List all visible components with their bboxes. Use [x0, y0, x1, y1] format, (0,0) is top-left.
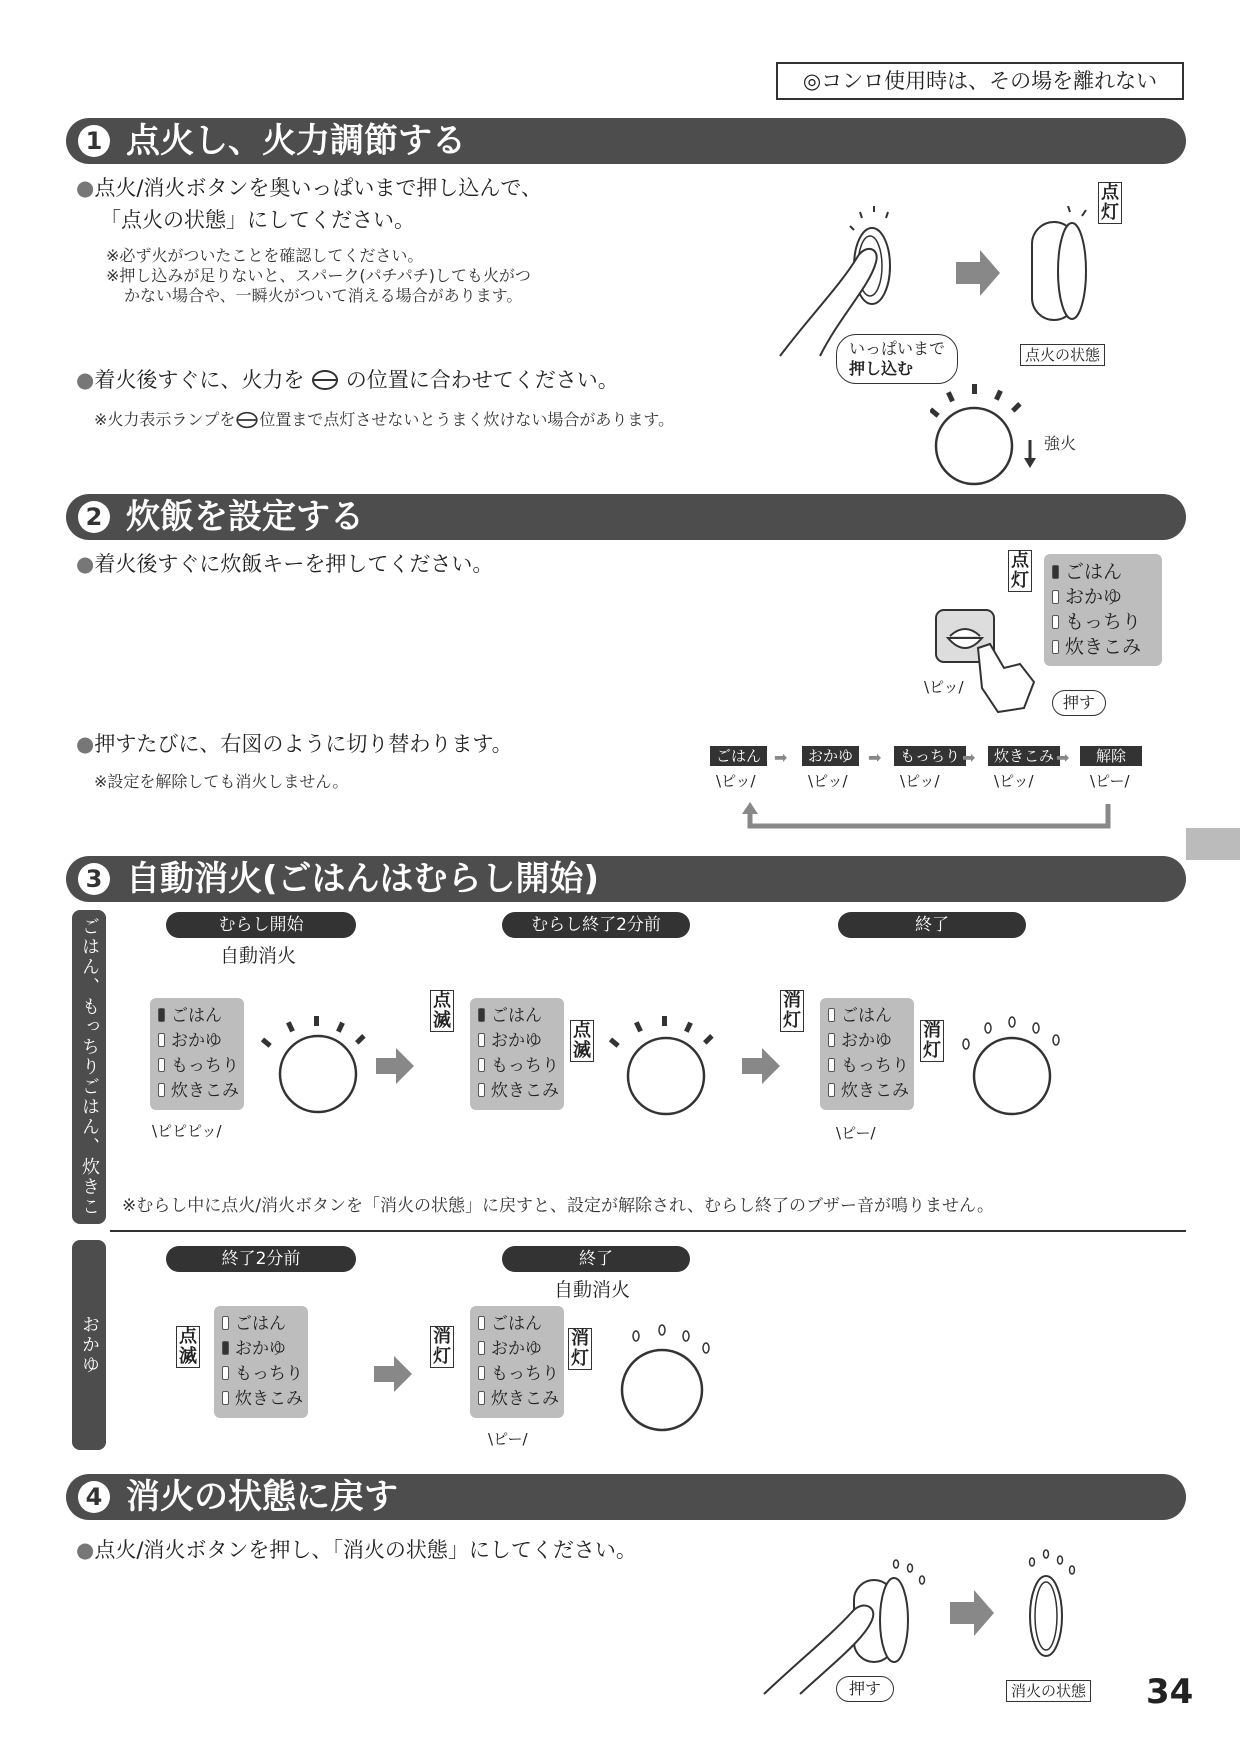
menu-row: ごはん: [1052, 560, 1154, 585]
flame-level-icon: [235, 411, 259, 429]
section-number: 2: [78, 501, 110, 533]
off-tag: 消灯: [568, 1328, 592, 1370]
section-number: 4: [78, 1481, 110, 1513]
flame-dial-illustration: [952, 1010, 1078, 1120]
notice-box: ◎コンロ使用時は、その場を離れない: [776, 62, 1184, 100]
off-tag: 消灯: [430, 1326, 454, 1368]
menu-panel: [820, 998, 914, 1110]
s1-note2: ※火力表示ランプを 位置まで点灯させないとうまく炊けない場合があります。: [94, 410, 675, 429]
menu-panel: [470, 998, 564, 1110]
cycle-step: 炊きこみ \ピッ/: [988, 746, 1060, 791]
menu-panel: [150, 998, 244, 1110]
beep-text: \ピッ/: [924, 678, 964, 696]
menu-row: もっちり: [828, 1054, 906, 1079]
menu-row: 炊きこみ: [828, 1079, 906, 1104]
s1-note1c: かない場合や、一瞬火がついて消える場合があります。: [124, 286, 523, 305]
knob-off-illustration: [1016, 1540, 1096, 1660]
stage-sub: 自動消火: [220, 945, 297, 967]
cycle-step: ごはん \ピッ/: [710, 746, 767, 791]
s1-text1b: 「点火の状態」にしてください。: [100, 208, 415, 232]
menu-row: ごはん: [222, 1312, 300, 1337]
s2-text2: ●押すたびに、右図のように切り替わります。: [76, 732, 513, 756]
cycle-diagram: [710, 746, 1150, 836]
menu-row: 炊きこみ: [1052, 635, 1154, 660]
section-title: 自動消火(ごはんはむらし開始): [126, 859, 600, 899]
cycle-step: おかゆ \ピッ/: [802, 746, 859, 791]
arrow-icon: ➡: [868, 748, 882, 767]
off-tag: 消灯: [920, 1020, 944, 1062]
stage-pill: 終了: [838, 912, 1026, 938]
s1-text1: ●点火/消火ボタンを奥いっぱいまで押し込んで、: [76, 176, 542, 200]
menu-row: もっちり: [1052, 610, 1154, 635]
menu-row: ごはん: [478, 1004, 556, 1029]
menu-row: おかゆ: [478, 1337, 556, 1362]
arrow-right-icon: [376, 1046, 416, 1086]
beep-text: \ピー/: [488, 1430, 528, 1448]
section-1-header: [66, 118, 1186, 164]
arrow-icon: ➡: [962, 748, 976, 767]
s1-note1a: ※必ず火がついたことを確認してください。: [106, 246, 424, 265]
menu-row: もっちり: [478, 1054, 556, 1079]
s2-text1: ●着火後すぐに炊飯キーを押してください。: [76, 552, 494, 576]
beep-text: \ピピピッ/: [152, 1122, 222, 1140]
section-4-header: [66, 1474, 1186, 1520]
flame-dial-illustration: [258, 1010, 384, 1120]
divider: [110, 1230, 1186, 1232]
ignition-state-label: 点火の状態: [1020, 344, 1105, 366]
section-number: 1: [78, 125, 110, 157]
lit-tag: 点灯: [1008, 550, 1032, 592]
arrow-right-icon: [742, 1046, 782, 1086]
section-title: 消火の状態に戻す: [126, 1477, 398, 1517]
menu-row: おかゆ: [1052, 585, 1154, 610]
push-in-bubble: いっぱいまで 押し込む: [836, 334, 958, 384]
section-3-header: [66, 856, 1186, 902]
stage-pill: 終了: [502, 1246, 690, 1272]
menu-row: 炊きこみ: [478, 1387, 556, 1412]
off-tag: 消灯: [780, 990, 804, 1032]
strong-fire-label: 強火: [1044, 434, 1077, 453]
side-tab-marker: [1186, 828, 1240, 860]
menu-row: おかゆ: [158, 1029, 236, 1054]
return-arrow: [730, 802, 1130, 834]
beep-text: \ピー/: [836, 1124, 876, 1142]
rice-key-illustration: [934, 608, 1054, 718]
menu-row: 炊きこみ: [158, 1079, 236, 1104]
menu-row: おかゆ: [828, 1029, 906, 1054]
s3-note: ※むらし中に点火/消火ボタンを「消火の状態」に戻すと、設定が解除され、むらし終了のブザー音が鳴りません。: [122, 1196, 995, 1216]
arrow-icon: ➡: [774, 748, 788, 767]
blink-tag: 点滅: [176, 1326, 200, 1368]
side-label-rice: ごはん、もっちりごはん、炊きこみごはん: [72, 910, 106, 1224]
stage-sub: 自動消火: [554, 1279, 631, 1301]
menu-panel: [214, 1306, 308, 1418]
section-2-header: [66, 494, 1186, 540]
section-title: 炊飯を設定する: [126, 497, 364, 537]
blink-tag: 点滅: [430, 990, 454, 1032]
cycle-step: もっちり \ピッ/: [894, 746, 966, 791]
press-bubble: 押す: [1052, 690, 1106, 716]
lit-tag: 点灯: [1098, 182, 1122, 224]
s2-note: ※設定を解除しても消火しません。: [94, 772, 349, 791]
s1-text2: ●着火後すぐに、火力を の位置に合わせてください。: [76, 368, 619, 392]
section-number: 3: [78, 863, 110, 895]
section-title: 点火し、火力調節する: [126, 121, 466, 161]
menu-row: ごはん: [478, 1312, 556, 1337]
flame-dial-illustration: [606, 1010, 732, 1120]
extinguished-state-label: 消火の状態: [1006, 1680, 1091, 1702]
menu-row: もっちり: [158, 1054, 236, 1079]
press-bubble: 押す: [836, 1676, 894, 1702]
menu-row: もっちり: [222, 1362, 300, 1387]
blink-tag: 点滅: [570, 1020, 594, 1062]
flame-level-icon: [311, 369, 339, 391]
s4-text: ●点火/消火ボタンを押し、「消火の状態」にしてください。: [76, 1538, 637, 1562]
arrow-right-icon: [956, 248, 1002, 298]
flame-dial-illustration: [602, 1310, 728, 1440]
arrow-right-icon: [374, 1354, 414, 1394]
menu-row: ごはん: [158, 1004, 236, 1029]
stage-pill: 終了2分前: [166, 1246, 356, 1272]
side-label-okayu: おかゆ: [72, 1240, 106, 1450]
flame-dial-illustration: [930, 380, 1060, 490]
stage-pill: むらし開始: [166, 912, 356, 938]
arrow-icon: ➡: [1056, 748, 1070, 767]
page-number: 34: [1146, 1672, 1194, 1712]
menu-row: 炊きこみ: [222, 1387, 300, 1412]
s1-note1b: ※押し込みが足りないと、スパーク(パチパチ)しても火がつ: [106, 266, 531, 285]
stage-pill: むらし終了2分前: [502, 912, 690, 938]
menu-row: もっちり: [478, 1362, 556, 1387]
menu-row: 炊きこみ: [478, 1079, 556, 1104]
menu-row: ごはん: [828, 1004, 906, 1029]
arrow-right-icon: [950, 1588, 996, 1638]
menu-panel: [470, 1306, 564, 1418]
menu-panel: [1044, 554, 1162, 666]
menu-row: おかゆ: [478, 1029, 556, 1054]
knob-lit-illustration: [1024, 206, 1094, 326]
menu-row: おかゆ: [222, 1337, 300, 1362]
cycle-step: 解除 \ピー/: [1080, 746, 1142, 791]
